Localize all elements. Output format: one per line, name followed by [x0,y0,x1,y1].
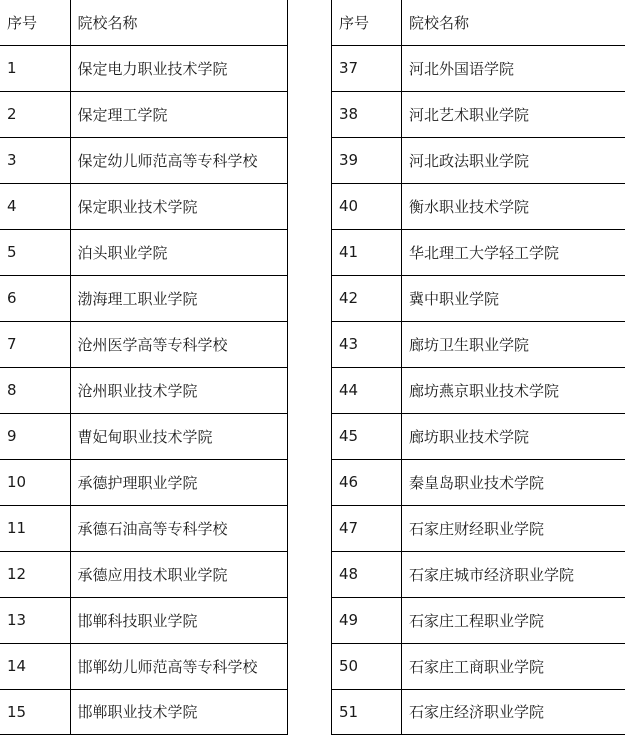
college-name-cell: 邯郸科技职业学院 [70,597,287,643]
college-name-cell: 曹妃甸职业技术学院 [70,413,287,459]
seq-cell: 12 [0,551,70,597]
table-row [0,413,287,459]
right-college-table [331,0,625,735]
seq-cell: 9 [0,413,70,459]
seq-cell: 44 [332,367,402,413]
table-header-row [0,0,287,45]
table-row [332,183,625,229]
table-row [332,91,625,137]
table-row [0,643,287,689]
college-name-cell: 承德应用技术职业学院 [70,551,287,597]
table-row [0,459,287,505]
college-name-cell: 石家庄工商职业学院 [402,643,625,689]
college-name-header: 院校名称 [402,0,625,45]
table-row [332,275,625,321]
college-name-cell: 河北政法职业学院 [402,137,625,183]
table-row [332,367,625,413]
table-row [0,91,287,137]
college-name-cell: 保定电力职业技术学院 [70,45,287,91]
college-name-cell: 廊坊职业技术学院 [402,413,625,459]
seq-cell: 3 [0,137,70,183]
left-college-table [0,0,288,735]
seq-cell: 42 [332,275,402,321]
college-name-cell: 沧州医学高等专科学校 [70,321,287,367]
college-name-cell: 石家庄工程职业学院 [402,597,625,643]
seq-cell: 45 [332,413,402,459]
seq-cell: 37 [332,45,402,91]
table-row [332,413,625,459]
seq-cell: 5 [0,229,70,275]
seq-cell: 1 [0,45,70,91]
table-row [332,321,625,367]
seq-cell: 11 [0,505,70,551]
seq-cell: 4 [0,183,70,229]
seq-header: 序号 [332,0,402,45]
college-name-cell: 泊头职业学院 [70,229,287,275]
college-name-cell: 廊坊燕京职业技术学院 [402,367,625,413]
table-row [332,459,625,505]
college-name-cell: 石家庄经济职业学院 [402,689,625,734]
table-row [0,367,287,413]
table-row [332,643,625,689]
seq-cell: 48 [332,551,402,597]
college-name-cell: 邯郸幼儿师范高等专科学校 [70,643,287,689]
college-name-cell: 华北理工大学轻工学院 [402,229,625,275]
table-row [332,551,625,597]
table-row [332,505,625,551]
college-name-cell: 承德石油高等专科学校 [70,505,287,551]
college-name-cell: 河北外国语学院 [402,45,625,91]
table-row [0,689,287,734]
seq-cell: 13 [0,597,70,643]
table-row [332,137,625,183]
college-name-cell: 沧州职业技术学院 [70,367,287,413]
table-row [332,689,625,734]
college-name-cell: 河北艺术职业学院 [402,91,625,137]
seq-cell: 14 [0,643,70,689]
table-row [0,229,287,275]
table-row [0,505,287,551]
table-row [0,275,287,321]
table-row [332,45,625,91]
seq-cell: 2 [0,91,70,137]
college-name-cell: 渤海理工职业学院 [70,275,287,321]
table-header-row [332,0,625,45]
table-row [0,597,287,643]
college-name-cell: 邯郸职业技术学院 [70,689,287,734]
table-row [0,45,287,91]
right-table-body [332,45,625,734]
college-name-cell: 石家庄城市经济职业学院 [402,551,625,597]
seq-cell: 43 [332,321,402,367]
college-name-cell: 石家庄财经职业学院 [402,505,625,551]
left-table-body [0,45,287,734]
table-row [0,551,287,597]
college-name-cell: 保定幼儿师范高等专科学校 [70,137,287,183]
table-row [0,321,287,367]
college-name-header: 院校名称 [70,0,287,45]
seq-header: 序号 [0,0,70,45]
college-name-cell: 承德护理职业学院 [70,459,287,505]
college-name-cell: 衡水职业技术学院 [402,183,625,229]
seq-cell: 41 [332,229,402,275]
table-row [0,137,287,183]
seq-cell: 49 [332,597,402,643]
college-name-cell: 保定职业技术学院 [70,183,287,229]
seq-cell: 6 [0,275,70,321]
seq-cell: 50 [332,643,402,689]
seq-cell: 38 [332,91,402,137]
seq-cell: 8 [0,367,70,413]
table-row [332,229,625,275]
college-name-cell: 冀中职业学院 [402,275,625,321]
seq-cell: 46 [332,459,402,505]
seq-cell: 10 [0,459,70,505]
college-name-cell: 秦皇岛职业技术学院 [402,459,625,505]
seq-cell: 51 [332,689,402,734]
table-row [332,597,625,643]
college-name-cell: 保定理工学院 [70,91,287,137]
table-row [0,183,287,229]
seq-cell: 47 [332,505,402,551]
college-name-cell: 廊坊卫生职业学院 [402,321,625,367]
seq-cell: 7 [0,321,70,367]
seq-cell: 39 [332,137,402,183]
seq-cell: 15 [0,689,70,734]
seq-cell: 40 [332,183,402,229]
